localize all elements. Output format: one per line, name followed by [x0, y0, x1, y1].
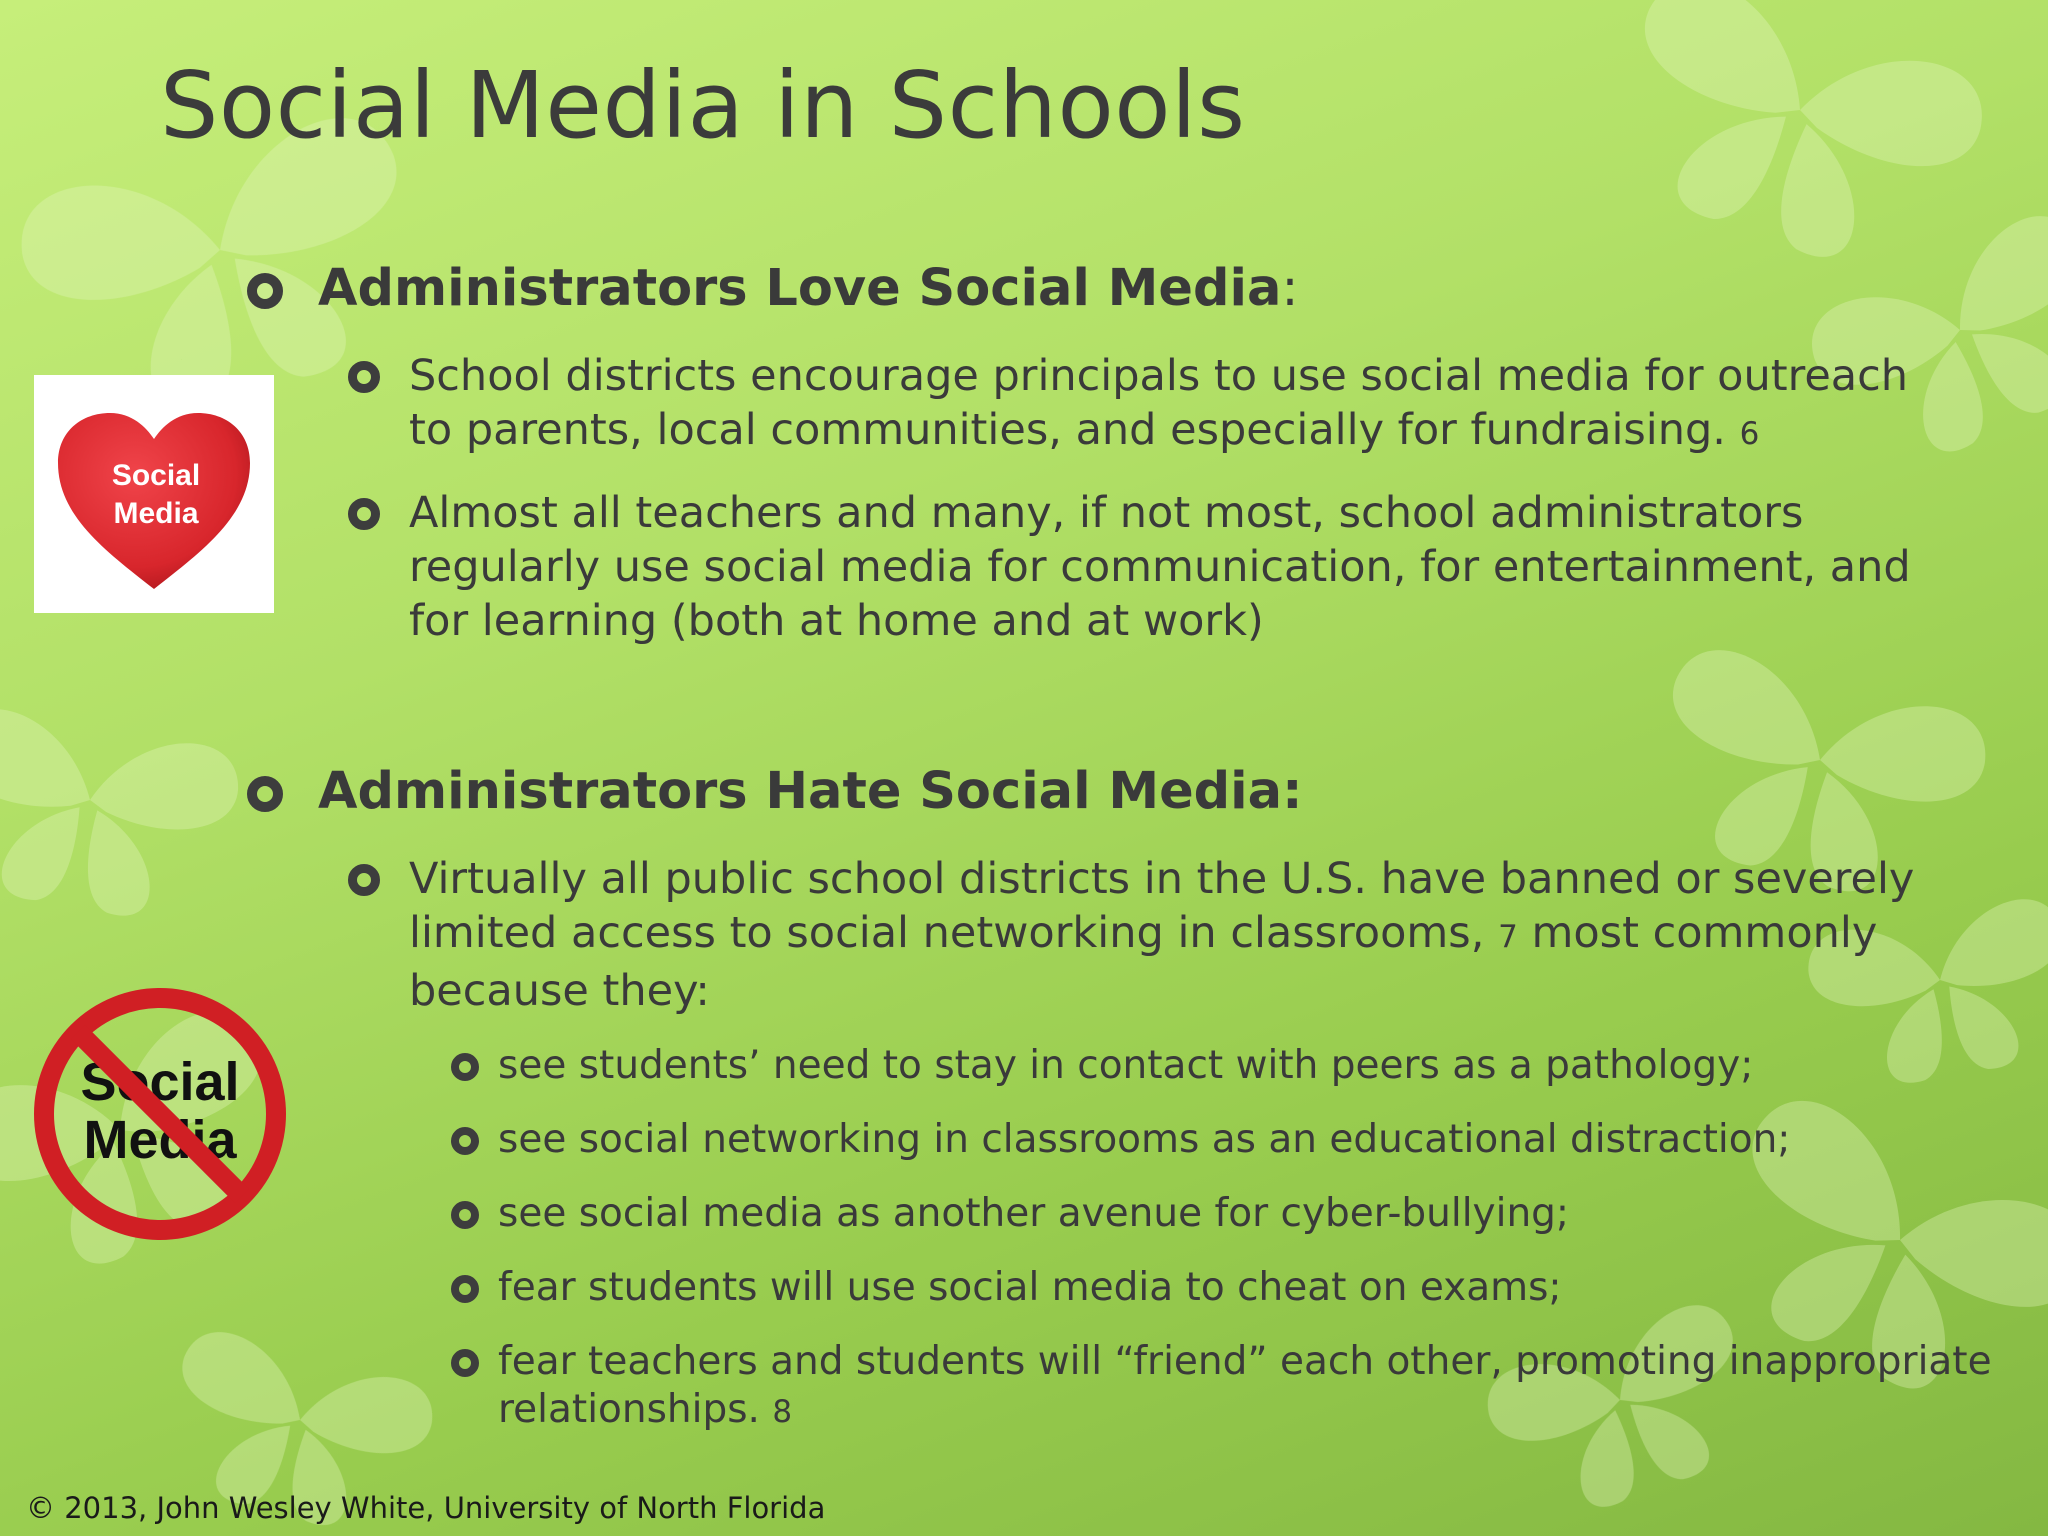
bullet-icon — [348, 361, 380, 393]
heading-text: Administrators Love Social Media — [318, 259, 1282, 318]
sub-list-item: see social networking in classrooms as an educational distraction; — [498, 1117, 1791, 1162]
item-line-text: relationships. — [498, 1387, 760, 1432]
section-heading-love — [318, 259, 1299, 318]
no-sign-text-line2: Media — [83, 1110, 237, 1170]
list-item — [409, 852, 1914, 1018]
footnote-ref: 6 — [1739, 416, 1760, 452]
heart-text-line2: Media — [113, 497, 199, 530]
item-line-text: to parents, local communities, and especially for fundraising. — [409, 405, 1726, 455]
slide-title: Social Media in Schools — [160, 52, 1246, 159]
social-media-heart-image — [34, 375, 274, 613]
item-line — [409, 403, 1908, 461]
bullet-icon — [451, 1349, 479, 1377]
list-item — [409, 486, 1911, 648]
item-line-text: most commonly — [1531, 908, 1878, 958]
footnote-ref: 8 — [772, 1394, 793, 1430]
item-line: because they: — [409, 966, 710, 1016]
bullet-icon — [348, 498, 380, 530]
item-line — [409, 906, 1914, 964]
sub-list-item — [498, 1338, 1992, 1436]
item-line: Virtually all public school districts in the U.S. have banned or severely — [409, 854, 1915, 904]
sub-list-item: see social media as another avenue for cyber-bullying; — [498, 1191, 1570, 1236]
bullet-icon — [451, 1127, 479, 1155]
bullet-icon — [247, 776, 283, 812]
item-line: Almost all teachers and many, if not most, school administrators — [409, 488, 1804, 538]
bullet-icon — [348, 864, 380, 896]
sub-list-item: see students’ need to stay in contact with peers as a pathology; — [498, 1043, 1754, 1088]
footnote-ref: 7 — [1498, 919, 1518, 955]
bullet-icon — [247, 273, 283, 309]
item-line: School districts encourage principals to use social media for outreach — [409, 351, 1909, 401]
copyright-footer: © 2013, John Wesley White, University of North Florida — [26, 1491, 826, 1525]
no-social-media-sign-image — [30, 986, 290, 1242]
item-line: regularly use social media for communication, for entertainment, and — [409, 542, 1911, 592]
bullet-icon — [451, 1275, 479, 1303]
section-heading-hate: Administrators Hate Social Media: — [318, 762, 1303, 821]
bullet-icon — [451, 1201, 479, 1229]
item-line-text: limited access to social networking in classrooms, — [409, 908, 1485, 958]
no-sign-text-line1: Social — [80, 1052, 240, 1112]
list-item — [409, 349, 1908, 461]
bullet-icon — [451, 1053, 479, 1081]
item-line — [498, 1386, 1992, 1436]
heart-icon — [34, 375, 274, 613]
heading-colon: : — [1281, 259, 1299, 318]
sub-list-item: fear students will use social media to cheat on exams; — [498, 1265, 1562, 1310]
item-line: for learning (both at home and at work) — [409, 596, 1264, 646]
item-line: fear teachers and students will “friend” each other, promoting inappropriate — [498, 1339, 1992, 1384]
heart-text-line1: Social — [111, 459, 201, 492]
